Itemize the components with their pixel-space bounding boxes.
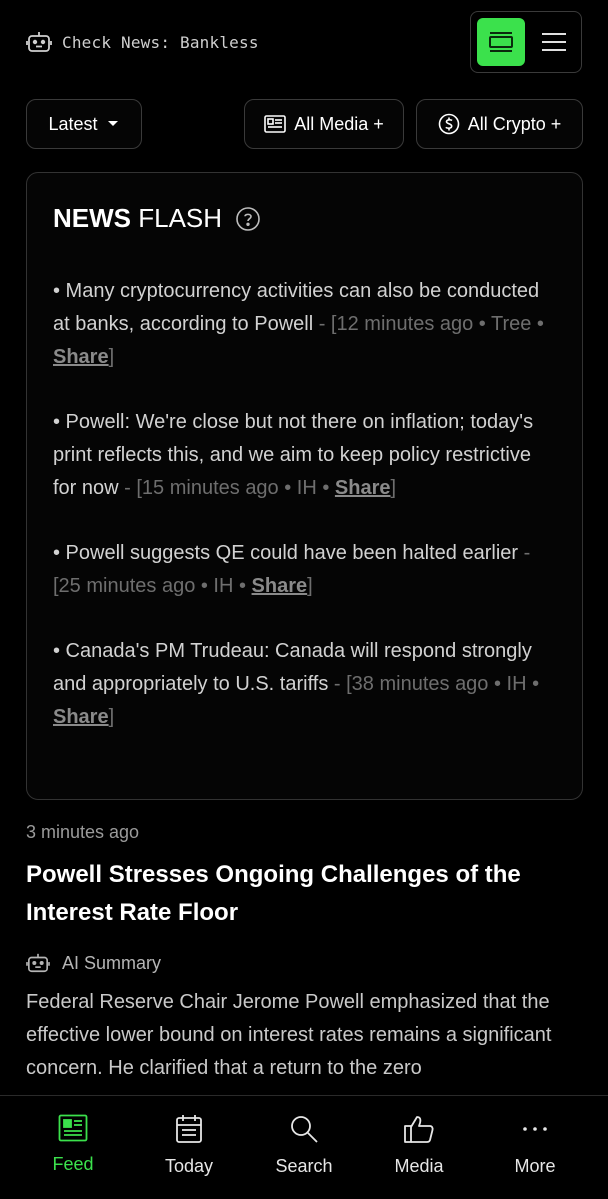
- share-link[interactable]: Share: [334, 477, 391, 499]
- list-view-icon: [541, 31, 567, 53]
- thumbs-up-icon: [403, 1114, 435, 1144]
- news-flash-title-light: FLASH: [138, 203, 223, 233]
- nav-feed-label: Feed: [52, 1154, 94, 1174]
- card-view-icon: [487, 30, 515, 54]
- article-summary: Federal Reserve Chair Jerome Powell emphasized that the effective lower bound on interest rates remains a significant concern. He clarified that a return to the zero: [26, 991, 552, 1079]
- nav-feed[interactable]: [23, 1114, 123, 1175]
- list-view-button[interactable]: [531, 18, 577, 66]
- news-flash-list: [53, 275, 558, 766]
- news-flash-item[interactable]: [53, 406, 558, 505]
- article-timestamp: 3 minutes ago: [26, 822, 140, 842]
- nav-search-label: Search: [275, 1156, 333, 1176]
- news-flash-item-meta: - [25 minutes ago • IH •: [53, 542, 531, 597]
- news-flash-title-bold: NEWS: [53, 203, 131, 233]
- news-flash-item[interactable]: [53, 635, 558, 734]
- nav-search[interactable]: [254, 1114, 354, 1177]
- news-flash-item-meta: - [15 minutes ago • IH •: [118, 477, 335, 499]
- nav-more[interactable]: [485, 1114, 585, 1177]
- news-flash-item-text: • Many cryptocurrency activities can also be conducted at banks, according to Powell: [53, 280, 540, 335]
- brand-text: Check News: Bankless: [62, 32, 259, 52]
- nav-more-label: More: [514, 1156, 556, 1176]
- news-flash-item-meta: - [38 minutes ago • IH •: [328, 673, 540, 695]
- news-flash-item[interactable]: [53, 537, 558, 603]
- news-flash-item[interactable]: [53, 275, 558, 374]
- share-link[interactable]: Share: [53, 706, 109, 728]
- meta-close: ]: [108, 346, 115, 368]
- sort-label: Latest: [48, 113, 98, 134]
- robot-icon: [26, 952, 50, 974]
- meta-close: ]: [390, 477, 397, 499]
- crypto-filter-label: All Crypto +: [467, 113, 562, 134]
- more-dots-icon: [520, 1114, 550, 1144]
- question-circle-icon[interactable]: [236, 207, 260, 231]
- nav-media[interactable]: [369, 1114, 469, 1177]
- search-icon: [289, 1114, 319, 1144]
- ai-summary-text: AI Summary: [62, 952, 162, 973]
- meta-close: ]: [307, 575, 313, 597]
- app-header: [0, 0, 608, 86]
- sort-dropdown[interactable]: [26, 99, 142, 149]
- nav-today-label: Today: [164, 1156, 214, 1176]
- feed-icon: [58, 1114, 88, 1142]
- crypto-filter-button[interactable]: [416, 99, 583, 149]
- view-toggle: [470, 11, 582, 73]
- media-filter-button[interactable]: [244, 99, 404, 149]
- share-link[interactable]: Share: [53, 346, 109, 368]
- bottom-nav: [0, 1095, 608, 1199]
- news-flash-item-text: • Canada's PM Trudeau: Canada will respond strongly and appropriately to U.S. tariffs: [53, 640, 532, 695]
- media-filter-label: All Media +: [294, 113, 384, 134]
- coin-dollar-icon: [438, 113, 460, 135]
- article-title[interactable]: Powell Stresses Ongoing Challenges of the Interest Rate Floor: [26, 861, 521, 926]
- robot-icon: [26, 30, 52, 54]
- meta-close: ]: [108, 706, 115, 728]
- caret-down-icon: [106, 119, 120, 129]
- ai-summary-label: [26, 952, 161, 974]
- share-link[interactable]: Share: [251, 575, 308, 597]
- card-view-button[interactable]: [477, 18, 525, 66]
- news-flash-item-meta: - [12 minutes ago • Tree •: [313, 313, 544, 335]
- newspaper-icon: [264, 114, 286, 134]
- filter-bar: [0, 99, 608, 149]
- news-flash-item-text: • Powell suggests QE could have been halted earlier: [53, 542, 519, 564]
- nav-today[interactable]: [139, 1114, 239, 1177]
- news-flash-item-text: • Powell: We're close but not there on inflation; today's print reflects this, and we aim to keep policy restrictive for now: [53, 411, 534, 499]
- news-flash-card: [26, 172, 583, 800]
- nav-media-label: Media: [394, 1156, 444, 1176]
- calendar-icon: [175, 1114, 203, 1144]
- news-flash-title: [53, 203, 260, 234]
- brand[interactable]: [26, 30, 259, 54]
